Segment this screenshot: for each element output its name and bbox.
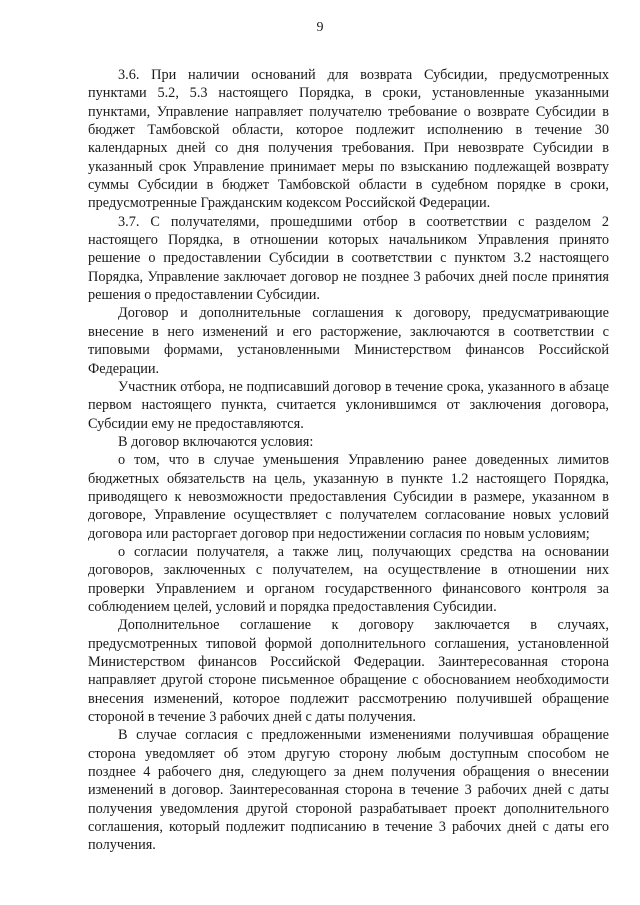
paragraph-additional-agreement: Дополнительное соглашение к договору заключается в случаях, предусмотренных типовой формой дополнительного соглашения, установленной Министерством финансов Российской Федерации. Заинтересованная сторона направляет другой стороне письменное обращение с обоснованием необходимости внесения изменений, которое подлежит рассмотрению получившей обращение стороной в течение 3 рабочих дней с даты получения. bbox=[88, 617, 609, 726]
paragraph-agreement-consent: В случае согласия с предложенными изменениями получившая обращение сторона уведомляет об этом другую сторону любым доступным способом не позднее 4 рабочего дня, следующего за днем получения обращения о внесении изменений в договор. Заинтересованная сторона в течение 3 рабочих дней с даты получения уведомления другой стороной разрабатывает проект дополнительного соглашения, который подлежит подписанию в течение 3 рабочих дней с даты его получения. bbox=[88, 727, 609, 854]
paragraph-unsigned-participant: Участник отбора, не подписавший договор в течение срока, указанного в абзаце первом настоящего пункта, считается уклонившимся от заключения договора, Субсидии ему не предоставляются. bbox=[88, 378, 609, 432]
paragraph-3-6-refund: 3.6. При наличии оснований для возврата Субсидии, предусмотренных пунктами 5.2, 5.3 настоящего Порядка, в сроки, установленные указанными пунктами, Управление направляет получателю требование о возврате Субсидии в бюджет Тамбовской области, которое подлежит исполнению в течение 30 календарных дней со дня получения требования. При невозврате Субсидии в указанный срок Управление принимает меры по взысканию подлежащей возврату суммы Субсидии в бюджет Тамбовской области в судебном порядке в сроки, предусмотренные Гражданским кодексом Российской Федерации. bbox=[88, 67, 609, 212]
paragraph-contract-conditions-intro: В договор включаются условия: bbox=[118, 433, 314, 450]
paragraph-condition-limits: о том, что в случае уменьшения Управлению ранее доведенных лимитов бюджетных обязательств на цель, указанную в пункте 1.2 настоящего Порядка, приводящего к невозможности предоставления Субсидии в размере, указанном в договоре, Управление осуществляет с получателем согласование новых условий договора или расторгает договор при недостижении согласия по новым условиям; bbox=[88, 452, 609, 542]
page-number: 9 bbox=[316, 20, 324, 35]
document-body bbox=[88, 66, 609, 855]
paragraph-3-7-contract: 3.7. С получателями, прошедшими отбор в соответствии с разделом 2 настоящего Порядка, в отношении которых начальником Управления принято решение о предоставлении Субсидии в соответствии с пунктом 3.2 настоящего Порядка, Управление заключает договор не позднее 3 рабочих дней после принятия решения о предоставлении Субсидии. bbox=[88, 213, 609, 304]
paragraph-condition-consent: о согласии получателя, а также лиц, получающих средства на основании договоров, заключенных с получателем, на осуществление в отношении них проверки Управлением и органом государственного финансового контроля за соблюдением целей, условий и порядка предоставления Субсидии. bbox=[88, 543, 609, 615]
paragraph-contract-forms: Договор и дополнительные соглашения к договору, предусматривающие внесение в него изменений и его расторжение, заключаются в соответствии с типовыми формами, установленными Министерством финансов Российской Федерации. bbox=[88, 305, 609, 377]
